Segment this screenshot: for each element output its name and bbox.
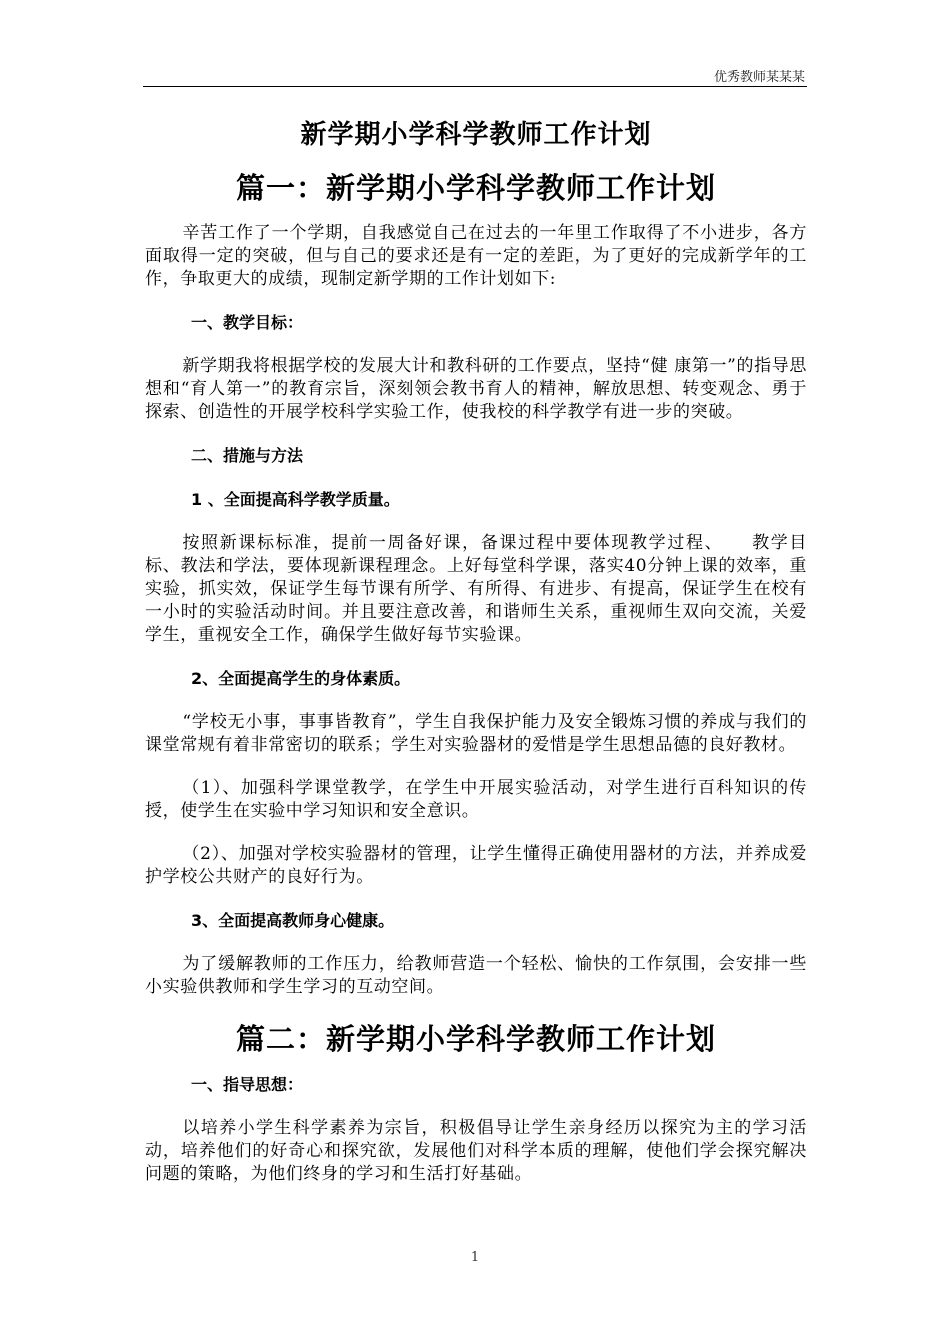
section-heading-teaching-goals: 一、教学目标：: [191, 313, 304, 332]
header-divider: [143, 86, 807, 87]
page-number: 1: [470, 1250, 480, 1265]
part1-title: 篇一：新学期小学科学教师工作计划: [235, 171, 716, 205]
student-quality-text: “学校无小事，事事皆教育”，学生自我保护能力及安全锻炼习惯的养成与我们的课堂常规有着非常密切的联系；学生对实验器材的爱惜是学生思想品德的良好教材。: [145, 712, 807, 755]
part1-intro: 辛苦工作了一个学期，自我感觉自己在过去的一年里工作取得了不小进步，各方面取得一定的突破，但与自己的要求还是有一定的差距，为了更好的完成新学年的工作，争取更大的成绩，现制定新学期的工作计划如下:: [145, 223, 807, 289]
student-quality-sub1: （1）、加强科学课堂教学，在学生中开展实验活动，对学生进行百科知识的传授，使学生在实验中学习知识和安全意识。: [145, 778, 807, 821]
item-heading-student-quality: 2、全面提高学生的身体素质。: [191, 669, 411, 688]
item-heading-teaching-quality: 1 、全面提高科学教学质量。: [191, 490, 400, 509]
section-heading-guiding-thought: 一、指导思想：: [191, 1075, 304, 1094]
part2-title: 篇二：新学期小学科学教师工作计划: [235, 1022, 716, 1056]
teaching-quality-text: 按照新课标标准，提前一周备好课，备课过程中要体现教学过程、 教学目标、教法和学法，要体现新课程理念。上好每堂科学课，落实40分钟上课的效率，重实验，抓实效，保证学生每节课有所学、有所得、有进步、有提高，保证学生在校有一小时的实验活动时间。并且要注意改善，和谐师生关系，重视师生双向交流，关爱学生，重视安全工作，确保学生做好每节实验课。: [145, 533, 807, 645]
section-heading-measures: 二、措施与方法: [191, 446, 304, 465]
page-header-text: 优秀教师某某某: [713, 70, 805, 85]
guiding-thought-text: 以培养小学生科学素养为宗旨，积极倡导让学生亲身经历以探究为主的学习活动，培养他们的好奇心和探究欲，发展他们对科学本质的理解，使他们学会探究解决问题的策略，为他们终身的学习和生活打好基础。: [145, 1118, 807, 1184]
item-heading-teacher-health: 3、全面提高教师身心健康。: [191, 911, 395, 930]
document-title: 新学期小学科学教师工作计划: [300, 120, 652, 150]
teaching-goals-text: 新学期我将根据学校的发展大计和教科研的工作要点，坚持“健 康第一”的指导思想和“育人第一”的教育宗旨，深刻领会教书育人的精神，解放思想、转变观念、勇于探索、创造性的开展学校科学实验工作，使我校的科学教学有进一步的突破。: [145, 356, 807, 422]
teacher-health-text: 为了缓解教师的工作压力，给教师营造一个轻松、愉快的工作氛围，会安排一些小实验供教师和学生学习的互动空间。: [145, 954, 807, 997]
document-body: [145, 112, 807, 1206]
student-quality-sub2: （2）、加强对学校实验器材的管理，让学生懂得正确使用器材的方法，并养成爱护学校公共财产的良好行为。: [145, 844, 807, 887]
